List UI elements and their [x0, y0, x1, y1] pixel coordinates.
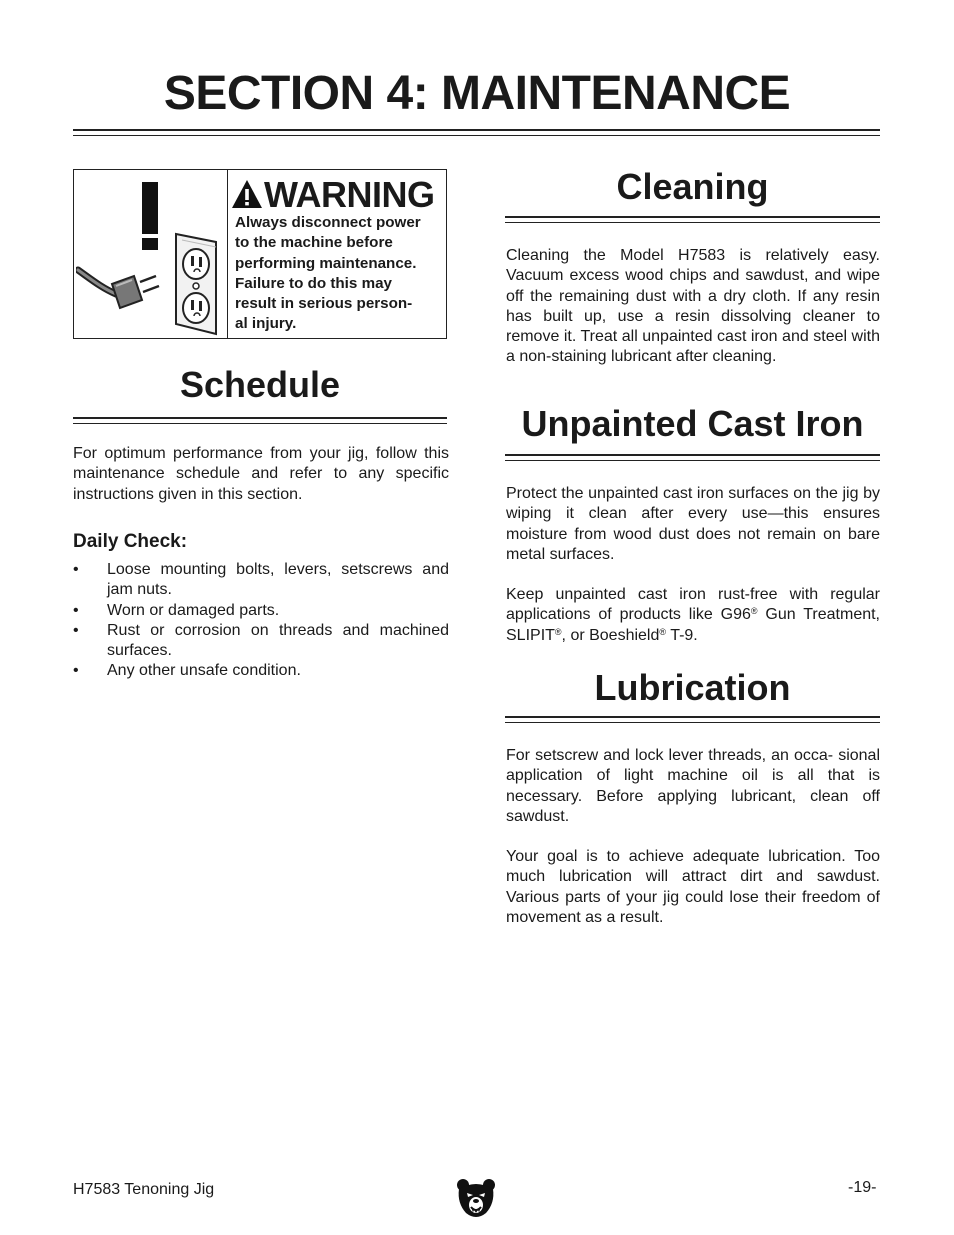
list-item: • Rust or corrosion on threads and machined surfaces.: [73, 621, 449, 662]
cast-iron-para-2: [506, 585, 880, 646]
list-item: • Any other unsafe condition.: [73, 661, 449, 681]
page-number: -19-: [848, 1179, 877, 1196]
lubrication-rule: [505, 716, 880, 723]
warning-line: performing maintenance.: [235, 254, 417, 272]
daily-check-list: [73, 560, 449, 682]
footer-model: H7583 Tenoning Jig: [73, 1181, 215, 1198]
warning-line: to the machine before: [235, 234, 393, 252]
schedule-intro: For optimum performance from your jig, follow this maintenance schedule and refer to any specific instructions given in this section.: [73, 445, 449, 503]
cast-iron-text-part: Gun Treatment, SLIPIT: [506, 606, 881, 644]
cast-iron-text-part: Keep unpainted cast iron rust-free with regular applications of products like G96: [506, 586, 880, 624]
warning-triangle-icon: [231, 179, 263, 209]
warning-line: Failure to do this may: [235, 274, 392, 292]
page-title: SECTION 4: MAINTENANCE: [163, 67, 791, 120]
cleaning-rule: [505, 216, 880, 223]
title-rule: [73, 129, 880, 136]
warning-divider: [227, 170, 228, 338]
daily-check-heading: Daily Check:: [73, 531, 188, 552]
cast-iron-heading: Unpainted Cast Iron: [521, 403, 864, 444]
registered-mark: ®: [659, 626, 667, 637]
lubrication-para-1: For setscrew and lock lever threads, an occa- sional application of light machine oil is all that is necessary. Before applying lubricant, clean off sawdust.: [506, 747, 880, 825]
list-item: • Worn or damaged parts.: [73, 601, 449, 621]
warning-line: al injury.: [235, 315, 297, 333]
lubrication-para-2: Your goal is to achieve adequate lubrication. Too much lubrication will attract dirt and sawdust. Various parts of your jig could lose their freedom of movement as a result.: [506, 848, 880, 927]
cleaning-text: Cleaning the Model H7583 is relatively easy. Vacuum excess wood chips and sawdust, and wipe off the remaining dust with a dry cloth. If any resin has built up, use a resin dissolving cleaner to remove it. Treat all unpainted cast iron and steel with a non-staining lubricant after cleaning.: [506, 247, 880, 366]
warning-heading: WARNING: [264, 174, 435, 215]
cast-iron-text-part: T-9.: [666, 626, 698, 644]
lubrication-heading: Lubrication: [594, 667, 791, 708]
unplug-power-icon: [76, 172, 226, 336]
warning-text: [235, 213, 441, 335]
warning-box: [73, 169, 447, 339]
lubrication-text: [506, 746, 880, 928]
cast-iron-text: [506, 484, 880, 646]
registered-mark: ®: [750, 606, 758, 617]
list-item: • Loose mounting bolts, levers, setscrews and jam nuts.: [73, 560, 449, 601]
registered-mark: ®: [554, 626, 562, 637]
cast-iron-rule: [505, 454, 880, 461]
cast-iron-para-1: Protect the unpainted cast iron surfaces on the jig by wiping it clean after every use—this ensures moisture from wood dust does not remain on bare metal surfaces.: [506, 485, 880, 563]
bear-logo-icon: [456, 1177, 496, 1221]
warning-line: result in serious person-: [235, 295, 413, 313]
warning-line: Always disconnect power: [235, 214, 421, 231]
cast-iron-text-part: , or Boeshield: [561, 626, 660, 644]
schedule-heading: Schedule: [179, 364, 341, 405]
schedule-rule: [73, 417, 447, 424]
cleaning-heading: Cleaning: [616, 166, 769, 207]
